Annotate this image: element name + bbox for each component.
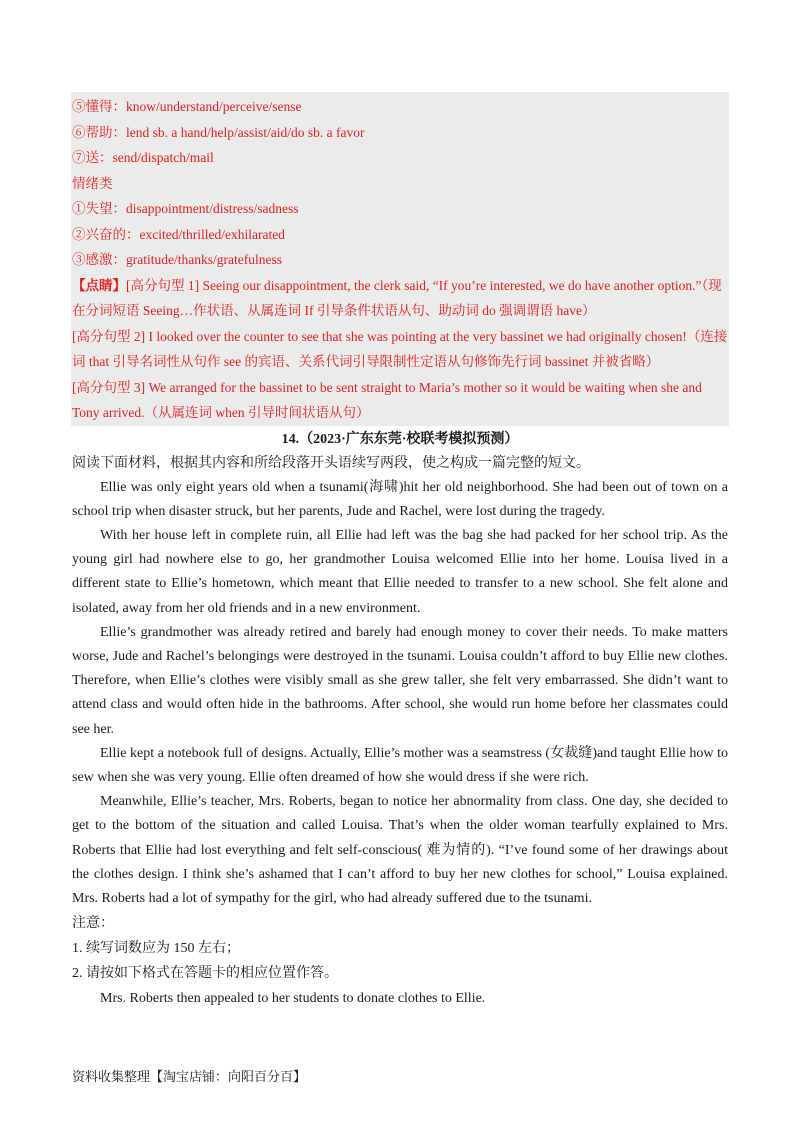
word-line: ⑥帮助：lend sb. a hand/help/assist/aid/do sb. a favor (72, 124, 365, 140)
emotion-heading: 情绪类 (72, 175, 113, 191)
answer-block (71, 92, 729, 426)
word-line: ⑦送：send/dispatch/mail (72, 150, 214, 165)
word-line: ⑤懂得：know/understand/perceive/sense (72, 99, 302, 114)
footer-note: 资料收集整理【淘宝店铺：向阳百分百】 (72, 1069, 307, 1084)
story-paragraph: Ellie was only eight years old when a tsunami(海啸)hit her old neighborhood. She had been out of town on a school trip when disaster struck, but her parents, Jude and Rachel, were lost during the tragedy. (72, 479, 728, 519)
notes-heading: 注意： (72, 916, 114, 932)
highlight-tag: 【点睛】 (72, 277, 126, 293)
emotion-line: ②兴奋的：excited/thrilled/exhilarated (72, 226, 285, 242)
question-instruction: 阅读下面材料，根据其内容和所给段落开头语续写两段，使之构成一篇完整的短文。 (72, 455, 590, 471)
continuation-prompt: Mrs. Roberts then appealed to her students to donate clothes to Ellie. (100, 991, 486, 1007)
highlight-sentence-1: 【点睛】[高分句型 1] Seeing our disappointment, the clerk said, “If you’re interested, we do have another option.”（现在分词短语 Seeing…作状语、从属连词 If 引导条件状语从句、助动词 do 强调谓语 have） (72, 277, 722, 318)
highlight-sentence-2: [高分句型 2] I looked over the counter to see that she was pointing at the very bassinet we had originally chosen!（连接词 that 引导名词性从句作 see 的宾语、关系代词引导限制性定语从句修饰先行词 bassinet 并被省略） (72, 328, 728, 369)
story-paragraph: Ellie’s grandmother was already retired and barely had enough money to cover their needs. To make matters worse, Jude and Rachel’s belongings were destroyed in the tsunami. Louisa couldn’t afford to buy Ellie new clothes. Therefore, when Ellie’s clothes were visibly small as she grew taller, she felt very embarrassed. She didn’t want to attend class and would often hide in the bathrooms. After school, she would run home before her classmates could see her. (72, 624, 728, 737)
document-page (72, 92, 728, 1011)
emotion-line: ③感激：gratitude/thanks/gratefulness (72, 252, 282, 267)
highlight-sentence-3: [高分句型 3] We arranged for the bassinet to be sent straight to Maria’s mother so it would be waiting when she and Tony arrived.（从属连词 when 引导时间状语从句） (72, 379, 702, 420)
question-title: 14.（2023·广东东莞·校联考模拟预测） (281, 431, 519, 447)
story-paragraph: Meanwhile, Ellie’s teacher, Mrs. Roberts, began to notice her abnormality from class. One day, she decided to get to the bottom of the situation and called Louisa. That’s when the older woman tearfully explained to Mrs. Roberts that Ellie had lost everything and felt self-conscious( 难为情的). “I’ve found some of her drawings about the clothes design. I think she’s ashamed that I can’t afford to buy her new clothes for school,” Louisa explained. Mrs. Roberts had a lot of sympathy for the girl, who had already suffered due to the tsunami. (72, 794, 728, 906)
emotion-line: ①失望：disappointment/distress/sadness (72, 201, 299, 216)
note-item: 1. 续写词数应为 150 左右； (72, 941, 240, 957)
story-paragraph: With her house left in complete ruin, all Ellie had left was the bag she had packed for her school trip. As the young girl had nowhere else to go, her grandmother Louisa welcomed Ellie into her home. Louisa lived in a different state to Ellie’s hometown, which meant that Ellie needed to transfer to a new school. She felt alone and isolated, away from her old friends and in a new environment. (72, 527, 728, 616)
note-item: 2. 请按如下格式在答题卡的相应位置作答。 (72, 966, 338, 982)
story-paragraph: Ellie kept a notebook full of designs. Actually, Ellie’s mother was a seamstress (女裁缝)and taught Ellie how to sew when she was very young. Ellie often dreamed of how she would dress if she were rich. (72, 745, 728, 785)
